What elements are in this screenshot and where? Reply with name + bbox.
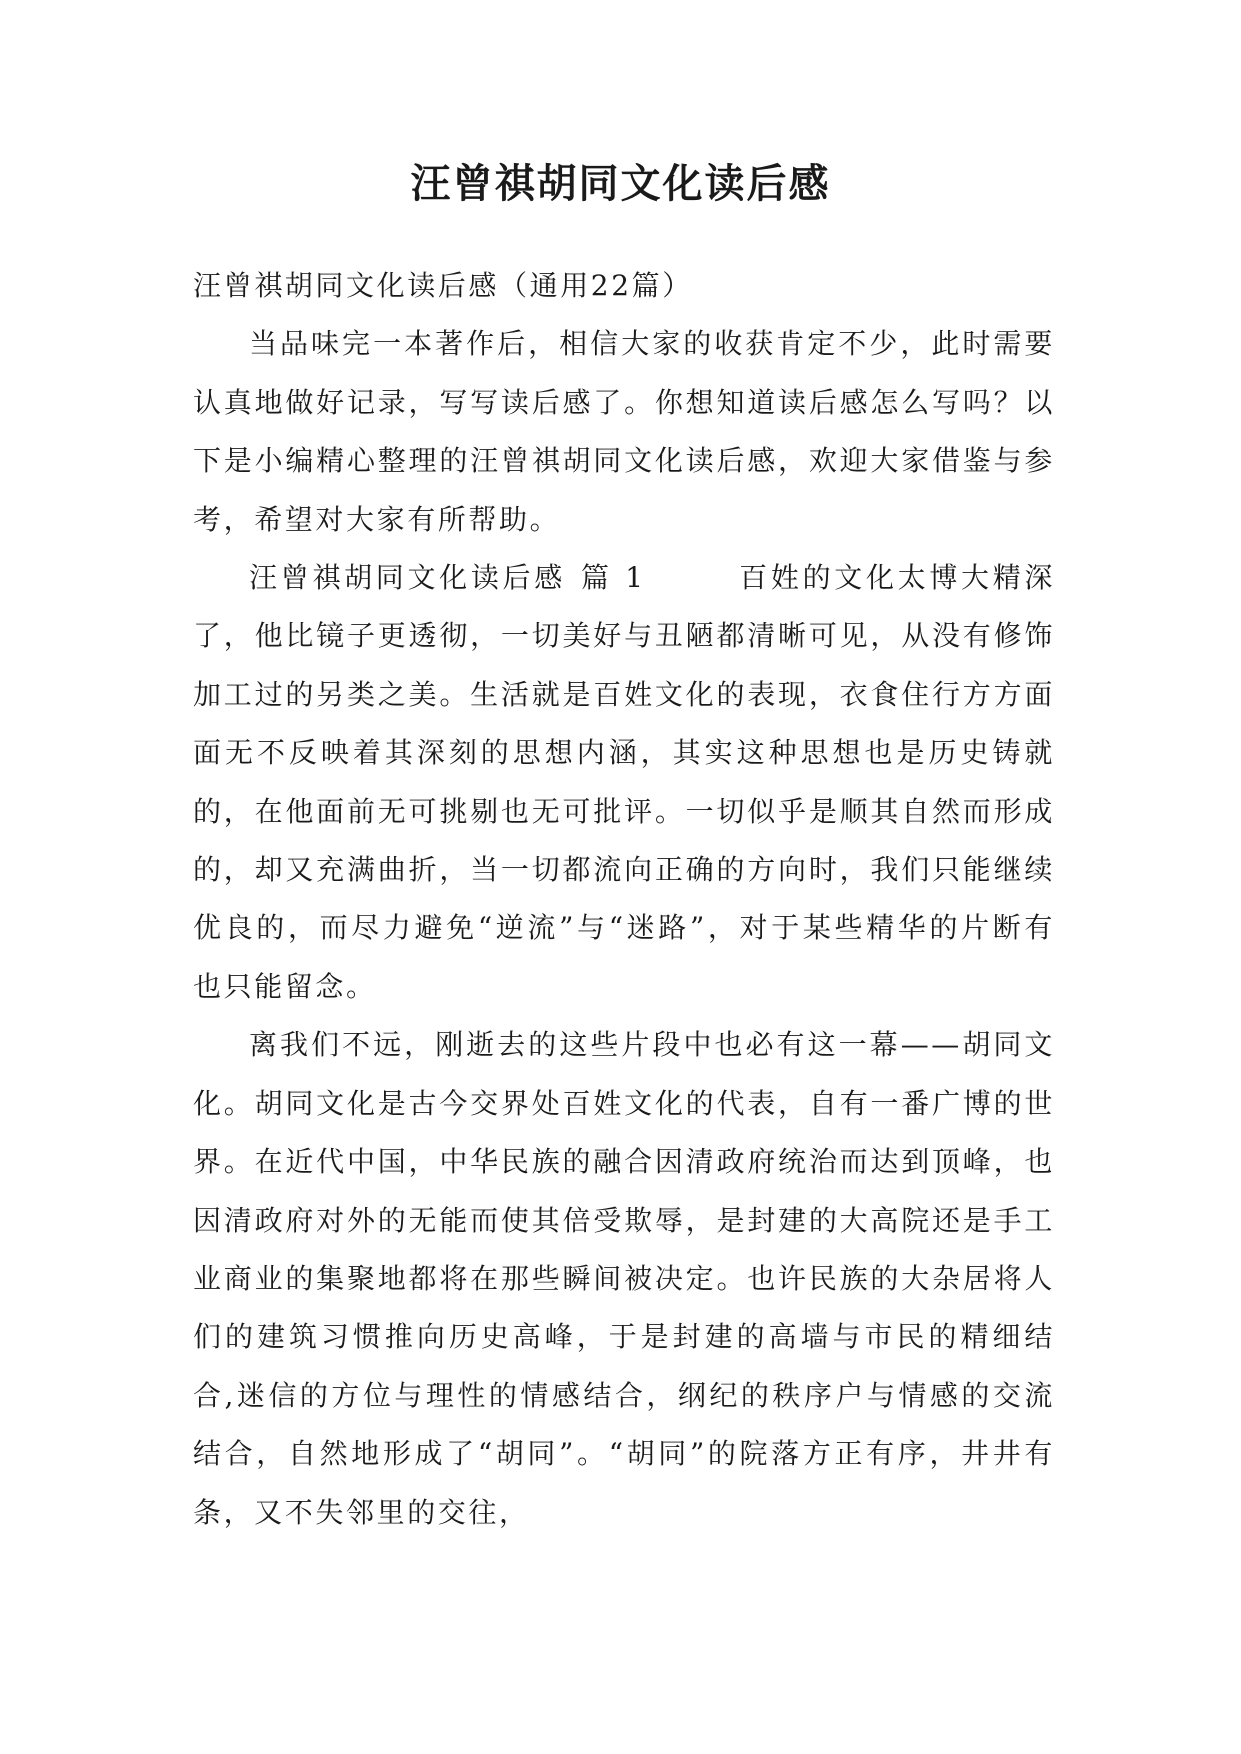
document-title: 汪曾祺胡同文化读后感 — [410, 161, 831, 207]
section-heading: 汪曾祺胡同文化读后感 — [249, 561, 566, 595]
document-body — [193, 257, 1055, 1542]
section-body: 百姓的文化太博大精深了，他比镜子更透彻，一切美好与丑陋都清晰可见，从没有修饰加工过的另类之美。生活就是百姓文化的表现，衣食住行方方面面无不反映着其深刻的思想内涵，其实这种思想也是历史铸就的，在他面前无可挑剔也无可批评。一切似乎是顺其自然而形成的，却又充满曲折，当一切都流向正确的方向时，我们只能继续优良的，而尽力避免“逆流”与“迷路”，对于某些精华的片断有也只能留念。 — [193, 561, 1055, 1003]
section-label: 篇 1 — [579, 561, 646, 595]
section-1-paragraph — [193, 549, 1055, 1016]
paragraph-2: 离我们不远，刚逝去的这些片段中也必有这一幕——胡同文化。胡同文化是古今交界处百姓文化的代表，自有一番广博的世界。在近代中国，中华民族的融合因清政府统治而达到顶峰，也因清政府对外的无能而使其倍受欺辱，是封建的大高院还是手工业商业的集聚地都将在那些瞬间被决定。也许民族的大杂居将人们的建筑习惯推向历史高峰，于是封建的高墙与市民的精细结合,迷信的方位与理性的情感结合，纲纪的秩序户与情感的交流结合，自然地形成了“胡同”。“胡同”的院落方正有序，井井有条，又不失邻里的交往， — [193, 1028, 1055, 1529]
intro-paragraph: 当品味完一本著作后，相信大家的收获肯定不少，此时需要认真地做好记录，写写读后感了。你想知道读后感怎么写吗？以下是小编精心整理的汪曾祺胡同文化读后感，欢迎大家借鉴与参考，希望对大家有所帮助。 — [193, 327, 1055, 536]
document-subtitle: 汪曾祺胡同文化读后感（通用22篇） — [193, 269, 693, 302]
